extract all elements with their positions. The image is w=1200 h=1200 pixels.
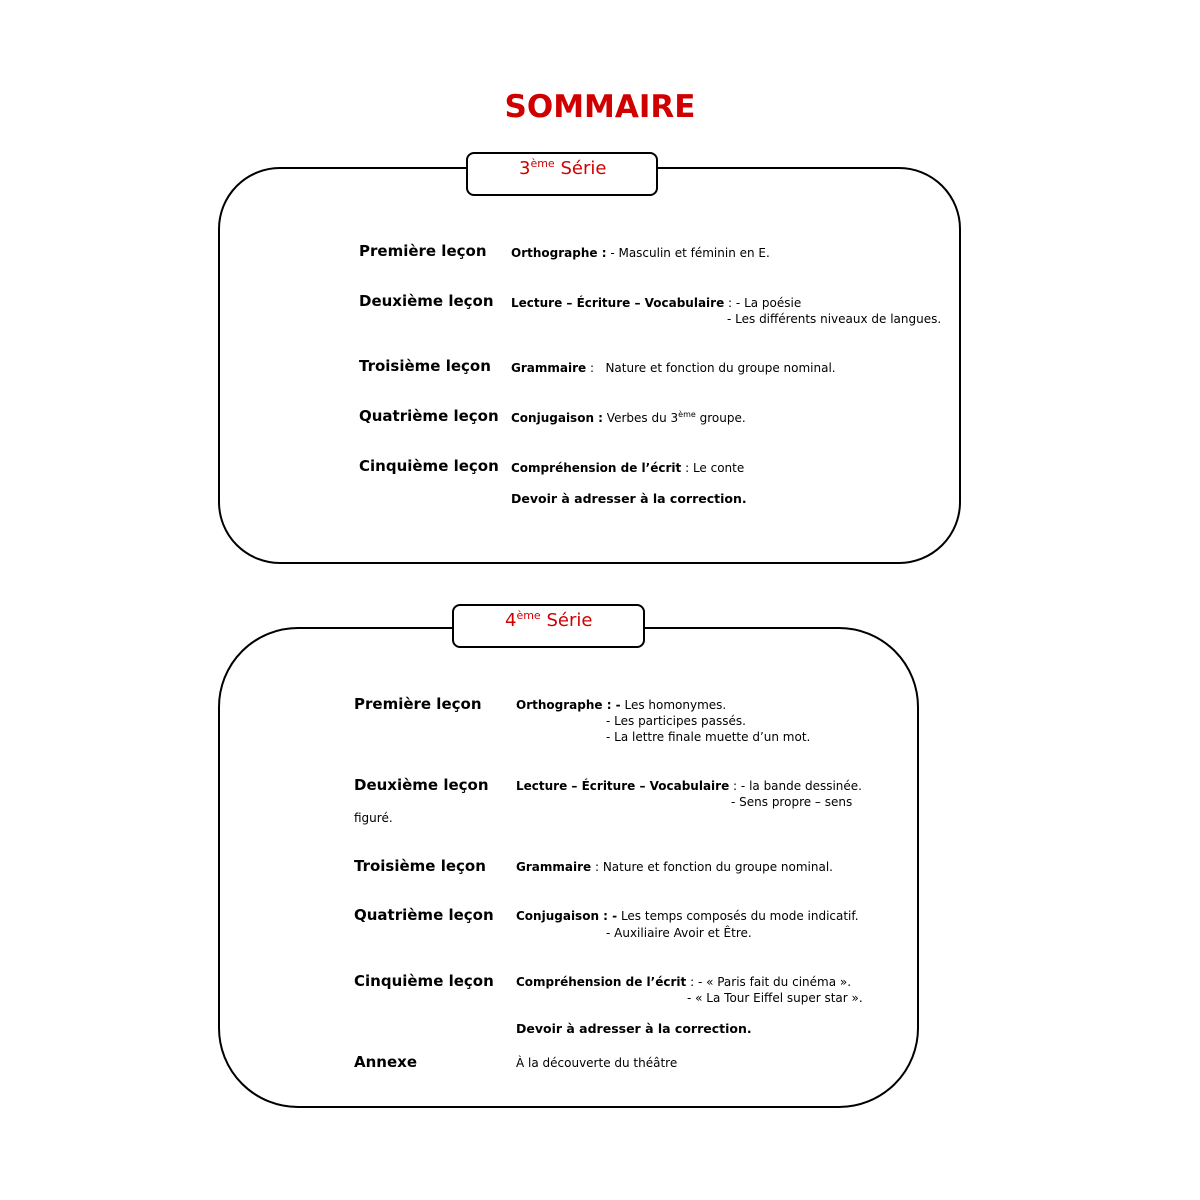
lesson-item: figuré. — [354, 811, 393, 825]
lesson-content: Grammaire : Nature et fonction du groupe nominal. — [516, 860, 833, 874]
lesson-name: Cinquième leçon — [359, 457, 499, 475]
lesson-name: Quatrième leçon — [354, 906, 494, 924]
lesson-name: Troisième leçon — [354, 857, 486, 875]
lesson-content: Compréhension de l’écrit : - « Paris fait du cinéma ». — [516, 975, 852, 989]
series-3-tab — [466, 152, 658, 196]
lesson-subject: Lecture – Écriture – Vocabulaire — [516, 779, 730, 793]
lesson-item: - « La Tour Eiffel super star ». — [687, 991, 863, 1005]
lesson-name: Quatrième leçon — [359, 407, 499, 425]
lesson-content: Conjugaison : - Les temps composés du mode indicatif. — [516, 909, 859, 923]
lesson-name: Deuxième leçon — [359, 292, 494, 310]
lesson-content: Compréhension de l’écrit : Le conte — [511, 461, 745, 475]
lesson-content: Orthographe : - Masculin et féminin en E. — [511, 246, 770, 260]
lesson-name: Deuxième leçon — [354, 776, 489, 794]
series-4-tab-label: 4ème Série — [505, 609, 593, 631]
lesson-subject: Conjugaison : — [511, 411, 603, 425]
lesson-content: Lecture – Écriture – Vocabulaire : - La poésie — [511, 296, 802, 310]
devoir-note: Devoir à adresser à la correction. — [511, 491, 747, 506]
lesson-name: Cinquième leçon — [354, 972, 494, 990]
lesson-item: - Auxiliaire Avoir et Être. — [606, 926, 752, 940]
lesson-item: - La lettre finale muette d’un mot. — [606, 730, 811, 744]
lesson-content: Lecture – Écriture – Vocabulaire : - la bande dessinée. — [516, 779, 862, 793]
page-title: SOMMAIRE — [504, 89, 696, 125]
lesson-subject: Orthographe : - — [516, 698, 621, 712]
lesson-subject: Conjugaison : - — [516, 909, 618, 923]
lesson-item: - Les participes passés. — [606, 714, 746, 728]
lesson-subject: Compréhension de l’écrit — [511, 461, 682, 475]
devoir-note: Devoir à adresser à la correction. — [516, 1021, 752, 1036]
lesson-content: Orthographe : - Les homonymes. — [516, 698, 727, 712]
lesson-name: Première leçon — [354, 695, 482, 713]
lesson-content: Grammaire : Nature et fonction du groupe nominal. — [511, 361, 836, 375]
lesson-subject: Compréhension de l’écrit — [516, 975, 687, 989]
annexe-label: Annexe — [354, 1053, 417, 1071]
lesson-subject: Orthographe : — [511, 246, 607, 260]
lesson-item: - Sens propre – sens — [731, 795, 853, 809]
lesson-subject: Grammaire — [511, 361, 587, 375]
lesson-name: Troisième leçon — [359, 357, 491, 375]
lesson-name: Première leçon — [359, 242, 487, 260]
series-3-tab-label: 3ème Série — [519, 157, 607, 179]
lesson-subject: Grammaire — [516, 860, 592, 874]
lesson-item: - Les différents niveaux de langues. — [727, 312, 942, 326]
lesson-content: Conjugaison : Verbes du 3ème groupe. — [511, 410, 746, 425]
series-4-tab — [452, 604, 645, 648]
lesson-subject: Lecture – Écriture – Vocabulaire — [511, 296, 725, 310]
annexe-text: À la découverte du théâtre — [516, 1056, 678, 1070]
